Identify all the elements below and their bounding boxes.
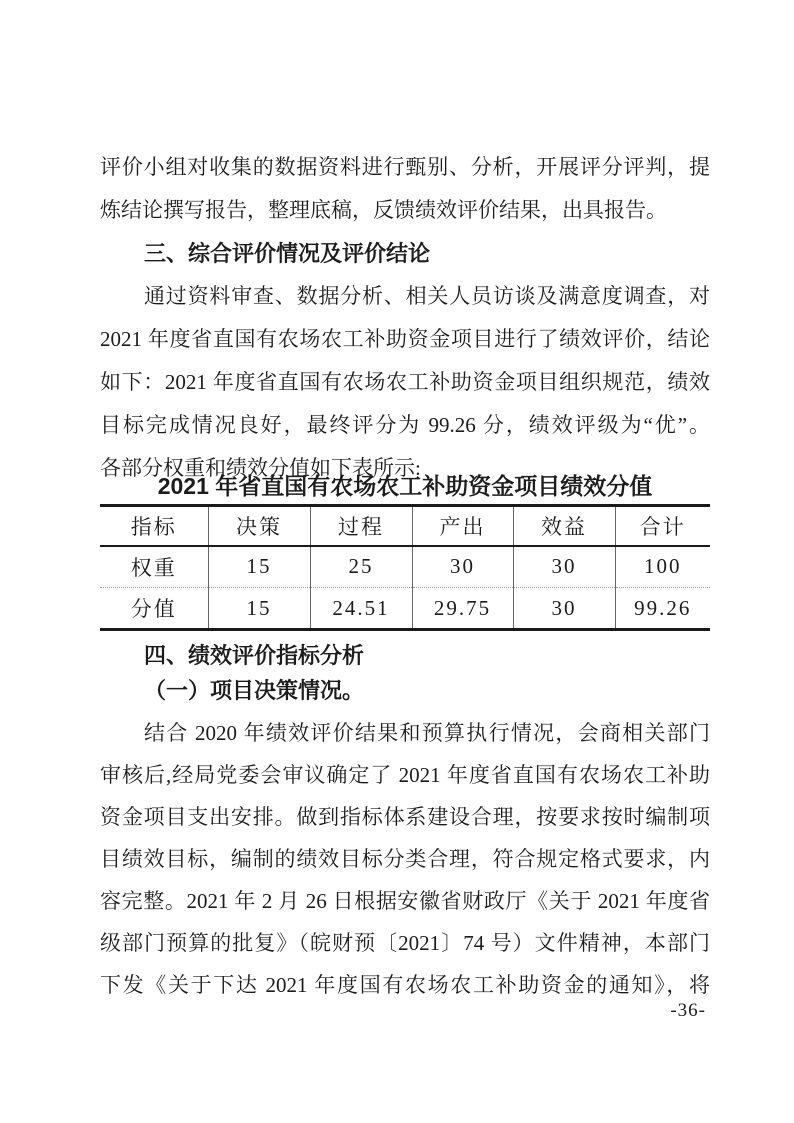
table-header-cell: 产出 [412,506,513,546]
table-cell: 29.75 [412,588,513,630]
paragraph-3 [100,712,710,1006]
body-text-line: 容完整。2021 年 2 月 26 日根据安徽省财政厅《关于 2021 年度省 [100,889,710,913]
body-text-line: 评价小组对收集的数据资料进行甄别、分析，开展评分评判，提 [100,155,710,179]
table-cell: 15 [208,546,310,588]
body-text-line: 各部分权重和绩效分值如下表所示: [100,456,421,480]
table-cell: 30 [513,588,615,630]
table-row-weight [100,546,710,588]
paragraph-2 [100,275,710,490]
table-header-cell: 合计 [615,506,710,546]
page-number: -36- [670,1000,706,1021]
body-text-line: 通过资料审查、数据分析、相关人员访谈及满意度调查，对 [144,284,710,308]
body-text-line: 下发《关于下达 2021 年度国有农场农工补助资金的通知》，将 [100,973,710,997]
body-text-line: 2021 年度省直国有农场农工补助资金项目进行了绩效评价，结论 [100,327,710,351]
table-cell: 30 [513,546,615,588]
body-text-line: 结合 2020 年绩效评价结果和预算执行情况，会商相关部门 [144,721,710,745]
table-title: 2021 年省直国有农场农工补助资金项目绩效分值 [157,473,653,499]
body-text-line: 资金项目支出安排。做到指标体系建设合理，按要求按时编制项 [100,805,710,829]
table-row-score [100,588,710,630]
table-row-label: 权重 [100,546,208,588]
body-text-line: 目绩效目标，编制的绩效目标分类合理，符合规定格式要求，内 [100,847,710,871]
section-heading-4: 四、绩效评价指标分析 [144,643,365,668]
body-text-line: 如下：2021 年度省直国有农场农工补助资金项目组织规范，绩效 [100,370,710,394]
table-row-label: 分值 [100,588,208,630]
table-header-cell: 决策 [208,506,310,546]
body-text-line: 炼结论撰写报告，整理底稿，反馈绩效评价结果，出具报告。 [100,198,667,222]
table-header-cell: 指标 [100,506,208,546]
table-header-cell: 过程 [310,506,412,546]
table-header-row [100,506,710,546]
paragraph-1 [100,146,710,232]
table-cell: 30 [412,546,513,588]
subsection-heading-1: （一）项目决策情况。 [144,678,365,703]
table-cell: 99.26 [634,595,692,620]
table-header-cell: 效益 [513,506,615,546]
section-heading-3: 三、综合评价情况及评价结论 [144,241,431,266]
body-text-line: 审核后,经局党委会审议确定了 2021 年度省直国有农场农工补助 [100,763,710,787]
table-cell: 25 [310,546,412,588]
body-text-line: 级部门预算的批复》（皖财预〔2021〕74 号）文件精神，本部门 [100,931,710,955]
table-cell: 15 [208,588,310,630]
table-cell: 24.51 [310,588,412,630]
table-cell: 100 [615,546,710,588]
performance-score-table [100,504,710,631]
body-text-line: 目标完成情况良好，最终评分为 99.26 分，绩效评级为“优”。 [100,413,710,437]
